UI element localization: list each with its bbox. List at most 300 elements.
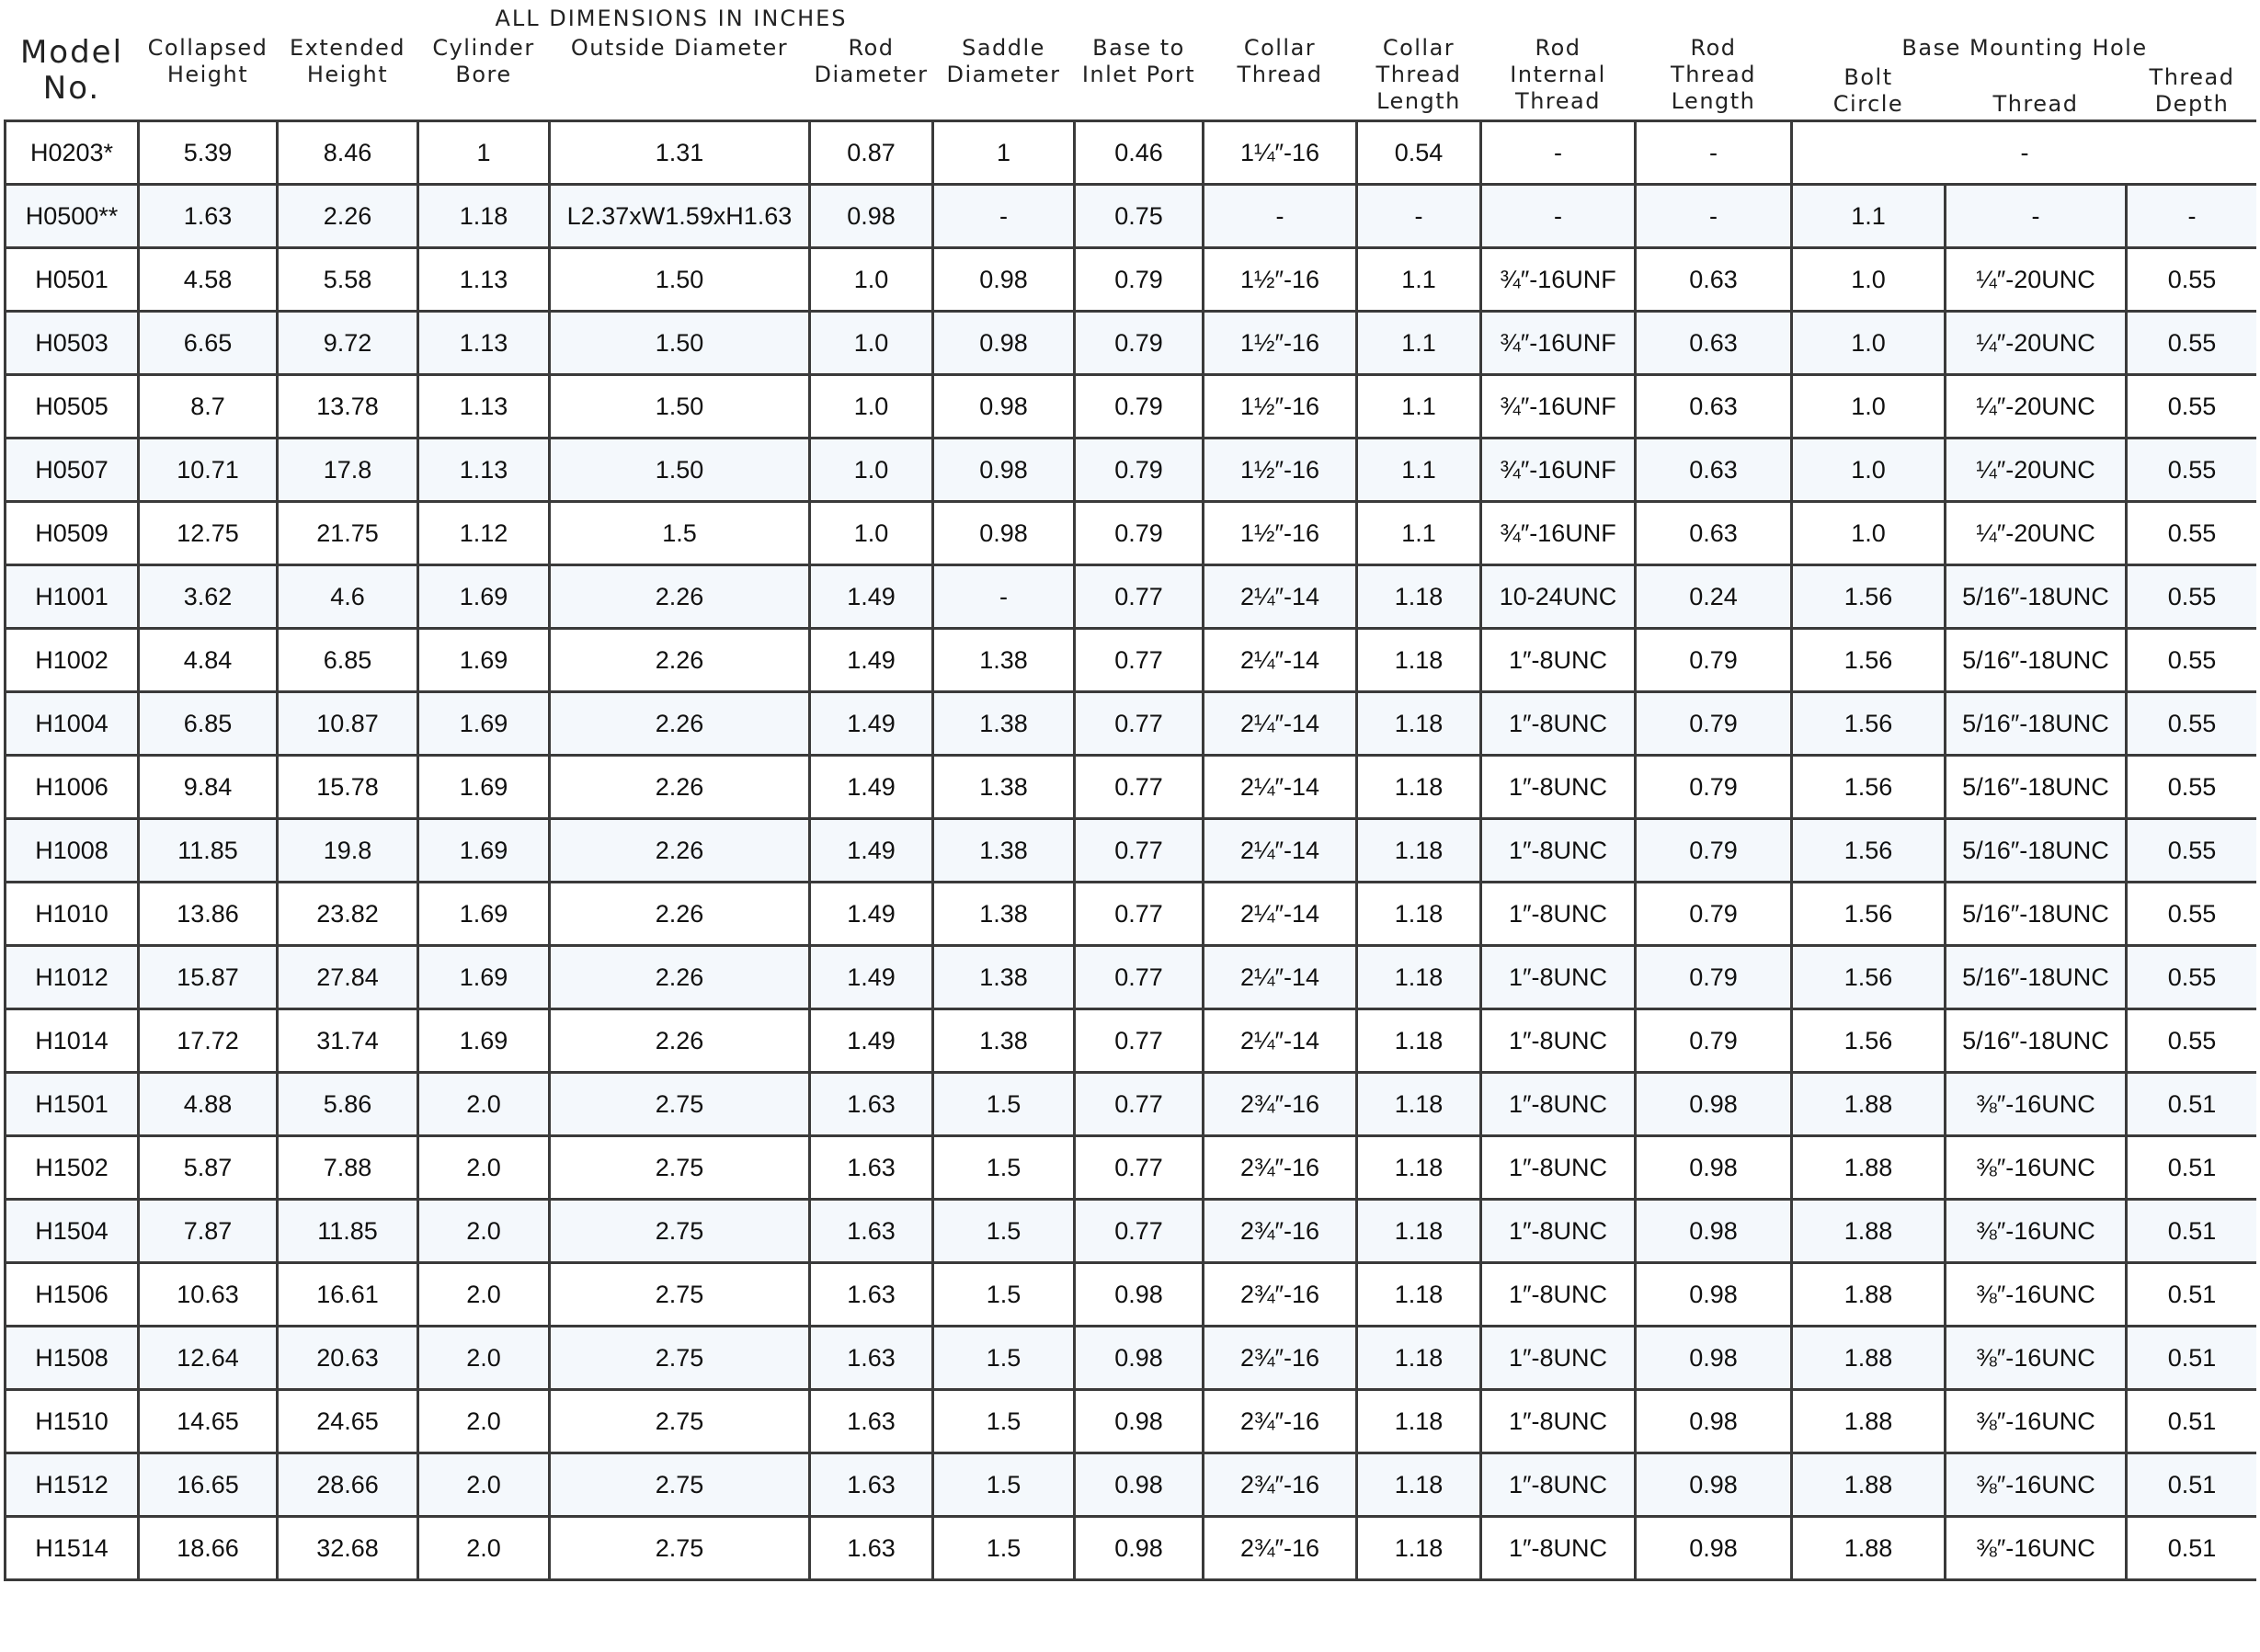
cell-base-to-inlet-port: 0.77 xyxy=(1075,565,1204,629)
cell-collar-thread-length: 1.18 xyxy=(1357,1453,1481,1517)
cell-mounting-thread: ⅜″-16UNC xyxy=(1946,1263,2127,1327)
cell-mounting-thread: ⅜″-16UNC xyxy=(1946,1200,2127,1263)
cell-model: H0505 xyxy=(6,375,139,439)
header-line: Height xyxy=(306,62,389,87)
cell-outside-diameter: 2.75 xyxy=(550,1136,810,1200)
cell-cylinder-bore: 1.18 xyxy=(418,185,550,248)
cell-extended-height: 6.85 xyxy=(278,629,418,692)
header-bolt-circle xyxy=(1792,64,1946,121)
cell-base-to-inlet-port: 0.75 xyxy=(1075,185,1204,248)
cell-collar-thread-length: 1.18 xyxy=(1357,1327,1481,1390)
cell-extended-height: 13.78 xyxy=(278,375,418,439)
cell-extended-height: 4.6 xyxy=(278,565,418,629)
cell-extended-height: 19.8 xyxy=(278,819,418,883)
cell-thread-depth: 0.55 xyxy=(2127,502,2257,565)
cell-saddle-diameter: 1.38 xyxy=(933,756,1075,819)
cell-rod-internal-thread: 1″-8UNC xyxy=(1481,1200,1636,1263)
cell-rod-internal-thread: 1″-8UNC xyxy=(1481,1263,1636,1327)
cell-rod-internal-thread: 1″-8UNC xyxy=(1481,1327,1636,1390)
header-thread-depth xyxy=(2127,64,2257,121)
cell-outside-diameter: 2.75 xyxy=(550,1073,810,1136)
cell-bolt-circle: 1.88 xyxy=(1792,1073,1946,1136)
cell-saddle-diameter: 1.5 xyxy=(933,1263,1075,1327)
cell-collar-thread-length: 1.1 xyxy=(1357,502,1481,565)
cell-rod-thread-length: 0.63 xyxy=(1636,312,1792,375)
cell-collar-thread-length: 1.18 xyxy=(1357,1390,1481,1453)
cell-bolt-circle: 1.0 xyxy=(1792,375,1946,439)
header-line: Saddle xyxy=(962,35,1045,61)
table-row xyxy=(6,502,2257,565)
cell-extended-height: 16.61 xyxy=(278,1263,418,1327)
table-row xyxy=(6,1073,2257,1136)
cell-model: H1514 xyxy=(6,1517,139,1580)
spec-sheet xyxy=(4,35,2256,1652)
cell-collar-thread-length: 1.18 xyxy=(1357,629,1481,692)
header-collapsed-height xyxy=(139,35,278,121)
cell-base-to-inlet-port: 0.79 xyxy=(1075,375,1204,439)
cell-rod-diameter: 1.63 xyxy=(810,1073,933,1136)
cell-model: H1501 xyxy=(6,1073,139,1136)
header-base-to-inlet-port xyxy=(1075,35,1204,121)
cell-bolt-circle: 1.56 xyxy=(1792,1009,1946,1073)
cell-rod-internal-thread: 1″-8UNC xyxy=(1481,1136,1636,1200)
cell-rod-internal-thread: - xyxy=(1481,121,1636,185)
cell-outside-diameter: 2.26 xyxy=(550,756,810,819)
header-line: Diameter xyxy=(946,62,1061,87)
header-base-mounting-hole: Base Mounting Hole xyxy=(1901,35,2148,61)
cell-base-to-inlet-port: 0.98 xyxy=(1075,1327,1204,1390)
header-line: No. xyxy=(42,70,101,107)
cell-rod-internal-thread: 1″-8UNC xyxy=(1481,946,1636,1009)
cell-saddle-diameter: 1.5 xyxy=(933,1136,1075,1200)
cell-thread-depth: 0.51 xyxy=(2127,1390,2257,1453)
cell-bolt-circle: 1.56 xyxy=(1792,692,1946,756)
cell-model: H0509 xyxy=(6,502,139,565)
cell-collar-thread: 2¼″-14 xyxy=(1204,883,1357,946)
cell-rod-internal-thread: 1″-8UNC xyxy=(1481,756,1636,819)
cell-collar-thread: 1½″-16 xyxy=(1204,439,1357,502)
cell-bolt-circle: 1.88 xyxy=(1792,1390,1946,1453)
cell-base-to-inlet-port: 0.77 xyxy=(1075,883,1204,946)
cell-thread-depth: 0.55 xyxy=(2127,439,2257,502)
cell-collar-thread-length: 0.54 xyxy=(1357,121,1481,185)
cell-collar-thread: 2¼″-14 xyxy=(1204,1009,1357,1073)
header-rod-thread-length xyxy=(1636,35,1792,121)
cell-cylinder-bore: 1.69 xyxy=(418,565,550,629)
cell-collar-thread: 2¾″-16 xyxy=(1204,1327,1357,1390)
cell-cylinder-bore: 2.0 xyxy=(418,1327,550,1390)
header-line: Length xyxy=(1376,88,1461,114)
cell-mounting-thread: 5/16″-18UNC xyxy=(1946,756,2127,819)
cell-saddle-diameter: 0.98 xyxy=(933,502,1075,565)
table-row xyxy=(6,439,2257,502)
cell-cylinder-bore: 2.0 xyxy=(418,1073,550,1136)
cell-outside-diameter: 1.50 xyxy=(550,312,810,375)
header-extended-height xyxy=(278,35,418,121)
cell-rod-diameter: 1.49 xyxy=(810,629,933,692)
cell-collar-thread-length: 1.18 xyxy=(1357,946,1481,1009)
cell-outside-diameter: 1.50 xyxy=(550,248,810,312)
cell-cylinder-bore: 2.0 xyxy=(418,1200,550,1263)
cell-rod-internal-thread: ¾″-16UNF xyxy=(1481,312,1636,375)
cell-rod-diameter: 1.49 xyxy=(810,1009,933,1073)
cell-outside-diameter: 2.26 xyxy=(550,819,810,883)
cell-bolt-circle: 1.56 xyxy=(1792,883,1946,946)
cell-bolt-circle: 1.88 xyxy=(1792,1517,1946,1580)
cell-cylinder-bore: 2.0 xyxy=(418,1263,550,1327)
cell-rod-thread-length: 0.98 xyxy=(1636,1136,1792,1200)
cell-base-to-inlet-port: 0.98 xyxy=(1075,1263,1204,1327)
table-row xyxy=(6,1009,2257,1073)
cell-collapsed-height: 6.85 xyxy=(139,692,278,756)
table-row xyxy=(6,1136,2257,1200)
cell-rod-internal-thread: 1″-8UNC xyxy=(1481,629,1636,692)
cell-rod-diameter: 1.49 xyxy=(810,565,933,629)
header-line: Depth xyxy=(2154,91,2230,117)
cell-model: H1512 xyxy=(6,1453,139,1517)
header-line: Collar xyxy=(1382,35,1455,61)
cell-rod-internal-thread: ¾″-16UNF xyxy=(1481,248,1636,312)
header-line: Thread xyxy=(1515,88,1601,114)
cell-model: H1504 xyxy=(6,1200,139,1263)
cell-base-to-inlet-port: 0.98 xyxy=(1075,1453,1204,1517)
cell-cylinder-bore: 1 xyxy=(418,121,550,185)
cell-base-mounting-hole: - xyxy=(1792,121,2257,185)
cell-outside-diameter: 1.31 xyxy=(550,121,810,185)
header-line: Thread xyxy=(1992,91,2079,117)
cell-saddle-diameter: 1.5 xyxy=(933,1390,1075,1453)
cell-rod-internal-thread: ¾″-16UNF xyxy=(1481,439,1636,502)
cell-rod-thread-length: 0.79 xyxy=(1636,883,1792,946)
cell-collapsed-height: 3.62 xyxy=(139,565,278,629)
cell-collar-thread: 2¾″-16 xyxy=(1204,1200,1357,1263)
cell-model: H0503 xyxy=(6,312,139,375)
cell-thread-depth: 0.55 xyxy=(2127,883,2257,946)
cell-thread-depth: 0.55 xyxy=(2127,375,2257,439)
cell-mounting-thread: 5/16″-18UNC xyxy=(1946,629,2127,692)
cell-collar-thread: 2¾″-16 xyxy=(1204,1136,1357,1200)
cell-collapsed-height: 14.65 xyxy=(139,1390,278,1453)
cell-rod-diameter: 1.49 xyxy=(810,946,933,1009)
cell-rod-diameter: 1.0 xyxy=(810,375,933,439)
cell-model: H1001 xyxy=(6,565,139,629)
cell-rod-thread-length: 0.63 xyxy=(1636,248,1792,312)
cell-mounting-thread: ⅜″-16UNC xyxy=(1946,1136,2127,1200)
cell-extended-height: 5.86 xyxy=(278,1073,418,1136)
cell-collapsed-height: 4.88 xyxy=(139,1073,278,1136)
cell-extended-height: 5.58 xyxy=(278,248,418,312)
cell-extended-height: 24.65 xyxy=(278,1390,418,1453)
cell-collar-thread-length: 1.18 xyxy=(1357,1009,1481,1073)
cell-rod-diameter: 1.49 xyxy=(810,756,933,819)
cell-base-to-inlet-port: 0.79 xyxy=(1075,248,1204,312)
cell-model: H1506 xyxy=(6,1263,139,1327)
cell-mounting-thread: 5/16″-18UNC xyxy=(1946,819,2127,883)
cell-base-to-inlet-port: 0.98 xyxy=(1075,1390,1204,1453)
cell-saddle-diameter: 0.98 xyxy=(933,375,1075,439)
cell-thread-depth: 0.51 xyxy=(2127,1200,2257,1263)
cell-collar-thread: 2¼″-14 xyxy=(1204,819,1357,883)
cell-bolt-circle: 1.0 xyxy=(1792,502,1946,565)
cell-cylinder-bore: 1.69 xyxy=(418,756,550,819)
cell-base-to-inlet-port: 0.77 xyxy=(1075,756,1204,819)
header-line: Internal xyxy=(1510,62,1606,87)
cell-extended-height: 9.72 xyxy=(278,312,418,375)
cell-thread-depth: 0.51 xyxy=(2127,1517,2257,1580)
cell-model: H1006 xyxy=(6,756,139,819)
cell-saddle-diameter: 1.5 xyxy=(933,1453,1075,1517)
cell-collar-thread: 2¼″-14 xyxy=(1204,629,1357,692)
cell-rod-internal-thread: ¾″-16UNF xyxy=(1481,502,1636,565)
header-line: Circle xyxy=(1832,91,1904,117)
cell-bolt-circle: 1.88 xyxy=(1792,1327,1946,1390)
cell-collapsed-height: 12.75 xyxy=(139,502,278,565)
cell-collar-thread-length: 1.1 xyxy=(1357,248,1481,312)
cell-rod-diameter: 1.63 xyxy=(810,1200,933,1263)
cell-rod-diameter: 1.49 xyxy=(810,819,933,883)
cell-bolt-circle: 1.56 xyxy=(1792,756,1946,819)
cell-cylinder-bore: 1.13 xyxy=(418,312,550,375)
cell-collar-thread-length: 1.18 xyxy=(1357,1200,1481,1263)
cell-cylinder-bore: 1.13 xyxy=(418,248,550,312)
cell-rod-diameter: 0.98 xyxy=(810,185,933,248)
cell-collapsed-height: 4.58 xyxy=(139,248,278,312)
cell-collapsed-height: 11.85 xyxy=(139,819,278,883)
table-row xyxy=(6,1200,2257,1263)
cell-saddle-diameter: 1.38 xyxy=(933,1009,1075,1073)
table-row xyxy=(6,1390,2257,1453)
header-line: Cylinder xyxy=(432,35,535,61)
table-body xyxy=(6,121,2257,1580)
cell-model: H0501 xyxy=(6,248,139,312)
cell-outside-diameter: 2.26 xyxy=(550,565,810,629)
header-line: Base to xyxy=(1092,35,1185,61)
cell-cylinder-bore: 1.69 xyxy=(418,692,550,756)
table-row xyxy=(6,185,2257,248)
cell-rod-diameter: 1.63 xyxy=(810,1327,933,1390)
cell-rod-thread-length: 0.98 xyxy=(1636,1263,1792,1327)
header-line: Collapsed xyxy=(147,35,268,61)
cell-model: H1012 xyxy=(6,946,139,1009)
cell-rod-internal-thread: 1″-8UNC xyxy=(1481,1517,1636,1580)
cell-thread-depth: 0.55 xyxy=(2127,248,2257,312)
cell-collapsed-height: 16.65 xyxy=(139,1453,278,1517)
header-line: Thread xyxy=(1671,62,1756,87)
cell-rod-internal-thread: 1″-8UNC xyxy=(1481,883,1636,946)
cell-rod-thread-length: 0.79 xyxy=(1636,629,1792,692)
cell-mounting-thread: ¼″-20UNC xyxy=(1946,248,2127,312)
cell-outside-diameter: 1.50 xyxy=(550,439,810,502)
cell-cylinder-bore: 2.0 xyxy=(418,1453,550,1517)
cell-saddle-diameter: 1.5 xyxy=(933,1327,1075,1390)
cell-rod-diameter: 1.0 xyxy=(810,439,933,502)
cell-model: H1510 xyxy=(6,1390,139,1453)
cell-mounting-thread: ⅜″-16UNC xyxy=(1946,1517,2127,1580)
header-line: Inlet Port xyxy=(1081,62,1196,87)
cell-mounting-thread: 5/16″-18UNC xyxy=(1946,946,2127,1009)
cell-cylinder-bore: 1.13 xyxy=(418,375,550,439)
cell-bolt-circle: 1.0 xyxy=(1792,248,1946,312)
cell-outside-diameter: 2.75 xyxy=(550,1453,810,1517)
cell-model: H1008 xyxy=(6,819,139,883)
cell-collar-thread-length: 1.1 xyxy=(1357,375,1481,439)
cell-collar-thread: 1½″-16 xyxy=(1204,248,1357,312)
cell-collar-thread: 2¼″-14 xyxy=(1204,692,1357,756)
cell-collar-thread: 2¾″-16 xyxy=(1204,1390,1357,1453)
cell-collar-thread-length: 1.18 xyxy=(1357,1263,1481,1327)
cell-extended-height: 23.82 xyxy=(278,883,418,946)
cell-base-to-inlet-port: 0.79 xyxy=(1075,312,1204,375)
cell-outside-diameter: 2.26 xyxy=(550,692,810,756)
cell-collar-thread: 2¾″-16 xyxy=(1204,1517,1357,1580)
cell-thread-depth: 0.51 xyxy=(2127,1073,2257,1136)
cell-collar-thread-length: 1.18 xyxy=(1357,565,1481,629)
cell-collapsed-height: 1.63 xyxy=(139,185,278,248)
cell-base-to-inlet-port: 0.79 xyxy=(1075,502,1204,565)
cell-thread-depth: - xyxy=(2127,185,2257,248)
cell-collapsed-height: 6.65 xyxy=(139,312,278,375)
cell-base-to-inlet-port: 0.46 xyxy=(1075,121,1204,185)
cell-rod-internal-thread: 1″-8UNC xyxy=(1481,1390,1636,1453)
cell-collar-thread-length: 1.18 xyxy=(1357,756,1481,819)
cell-saddle-diameter: 1.5 xyxy=(933,1073,1075,1136)
cell-outside-diameter: 1.5 xyxy=(550,502,810,565)
cell-rod-thread-length: 0.63 xyxy=(1636,375,1792,439)
cell-collapsed-height: 10.63 xyxy=(139,1263,278,1327)
cell-thread-depth: 0.55 xyxy=(2127,692,2257,756)
cell-cylinder-bore: 2.0 xyxy=(418,1390,550,1453)
cell-base-to-inlet-port: 0.98 xyxy=(1075,1517,1204,1580)
cell-model: H1004 xyxy=(6,692,139,756)
cell-base-to-inlet-port: 0.77 xyxy=(1075,692,1204,756)
table-row xyxy=(6,312,2257,375)
cell-saddle-diameter: - xyxy=(933,565,1075,629)
cell-collar-thread: 2¾″-16 xyxy=(1204,1453,1357,1517)
cell-thread-depth: 0.55 xyxy=(2127,1009,2257,1073)
cell-collapsed-height: 7.87 xyxy=(139,1200,278,1263)
cell-extended-height: 11.85 xyxy=(278,1200,418,1263)
cell-rod-thread-length: 0.98 xyxy=(1636,1327,1792,1390)
header-line: Length xyxy=(1671,88,1756,114)
header-line: Model xyxy=(19,35,124,71)
cell-thread-depth: 0.55 xyxy=(2127,629,2257,692)
header-line: Bore xyxy=(455,62,512,87)
header-line: Bolt xyxy=(1843,64,1893,90)
cell-outside-diameter: 2.26 xyxy=(550,1009,810,1073)
cell-thread-depth: 0.55 xyxy=(2127,756,2257,819)
cell-thread-depth: 0.51 xyxy=(2127,1327,2257,1390)
cell-cylinder-bore: 1.69 xyxy=(418,946,550,1009)
cell-rod-internal-thread: ¾″-16UNF xyxy=(1481,375,1636,439)
cell-rod-diameter: 1.63 xyxy=(810,1263,933,1327)
cell-extended-height: 10.87 xyxy=(278,692,418,756)
cell-mounting-thread: 5/16″-18UNC xyxy=(1946,1009,2127,1073)
cell-bolt-circle: 1.88 xyxy=(1792,1200,1946,1263)
cell-rod-thread-length: 0.63 xyxy=(1636,439,1792,502)
cell-model: H1010 xyxy=(6,883,139,946)
cell-rod-diameter: 1.63 xyxy=(810,1517,933,1580)
cell-saddle-diameter: 0.98 xyxy=(933,248,1075,312)
cell-rod-internal-thread: 1″-8UNC xyxy=(1481,692,1636,756)
cell-bolt-circle: 1.88 xyxy=(1792,1136,1946,1200)
header-collar-thread-length xyxy=(1357,35,1481,121)
cell-outside-diameter: 2.75 xyxy=(550,1263,810,1327)
cell-cylinder-bore: 1.12 xyxy=(418,502,550,565)
cell-extended-height: 17.8 xyxy=(278,439,418,502)
cell-extended-height: 15.78 xyxy=(278,756,418,819)
cell-collar-thread-length: 1.18 xyxy=(1357,1517,1481,1580)
cell-collar-thread: 2¾″-16 xyxy=(1204,1263,1357,1327)
cell-extended-height: 27.84 xyxy=(278,946,418,1009)
table-row xyxy=(6,819,2257,883)
cell-rod-thread-length: 0.98 xyxy=(1636,1517,1792,1580)
table-row xyxy=(6,756,2257,819)
cell-mounting-thread: 5/16″-18UNC xyxy=(1946,565,2127,629)
cell-rod-diameter: 1.0 xyxy=(810,248,933,312)
cell-bolt-circle: 1.56 xyxy=(1792,819,1946,883)
cell-thread-depth: 0.55 xyxy=(2127,565,2257,629)
cell-mounting-thread: 5/16″-18UNC xyxy=(1946,883,2127,946)
header-line: Height xyxy=(166,62,249,87)
cell-collapsed-height: 13.86 xyxy=(139,883,278,946)
cell-base-to-inlet-port: 0.77 xyxy=(1075,819,1204,883)
cell-cylinder-bore: 1.13 xyxy=(418,439,550,502)
header-line: Extended xyxy=(290,35,405,61)
table-row xyxy=(6,883,2257,946)
cell-cylinder-bore: 1.69 xyxy=(418,883,550,946)
header-line: Thread xyxy=(1237,62,1323,87)
header-line: Thread xyxy=(1375,62,1462,87)
cell-saddle-diameter: 1.5 xyxy=(933,1517,1075,1580)
cell-collapsed-height: 5.39 xyxy=(139,121,278,185)
cell-rod-diameter: 1.63 xyxy=(810,1390,933,1453)
cell-rod-thread-length: 0.79 xyxy=(1636,1009,1792,1073)
cell-base-to-inlet-port: 0.77 xyxy=(1075,1009,1204,1073)
cell-saddle-diameter: 1.38 xyxy=(933,629,1075,692)
cell-rod-thread-length: 0.79 xyxy=(1636,819,1792,883)
cell-rod-thread-length: 0.79 xyxy=(1636,692,1792,756)
table-row xyxy=(6,1453,2257,1517)
cell-collapsed-height: 17.72 xyxy=(139,1009,278,1073)
cell-saddle-diameter: 1 xyxy=(933,121,1075,185)
cell-collar-thread: 1½″-16 xyxy=(1204,502,1357,565)
header-rod-internal-thread xyxy=(1481,35,1636,121)
table-row xyxy=(6,248,2257,312)
cell-rod-internal-thread: - xyxy=(1481,185,1636,248)
cell-collapsed-height: 15.87 xyxy=(139,946,278,1009)
cell-bolt-circle: 1.56 xyxy=(1792,946,1946,1009)
header-rod-diameter xyxy=(810,35,933,121)
table-row xyxy=(6,1517,2257,1580)
cell-saddle-diameter: 1.5 xyxy=(933,1200,1075,1263)
cell-cylinder-bore: 2.0 xyxy=(418,1517,550,1580)
cell-rod-internal-thread: 1″-8UNC xyxy=(1481,1009,1636,1073)
cell-bolt-circle: 1.1 xyxy=(1792,185,1946,248)
cell-rod-diameter: 1.0 xyxy=(810,312,933,375)
cell-collar-thread: 1½″-16 xyxy=(1204,312,1357,375)
cell-collapsed-height: 5.87 xyxy=(139,1136,278,1200)
cell-rod-internal-thread: 1″-8UNC xyxy=(1481,819,1636,883)
cell-collar-thread-length: 1.1 xyxy=(1357,312,1481,375)
cell-outside-diameter: 2.26 xyxy=(550,883,810,946)
cell-outside-diameter: L2.37xW1.59xH1.63 xyxy=(550,185,810,248)
cell-collar-thread-length: 1.18 xyxy=(1357,1073,1481,1136)
cell-rod-thread-length: - xyxy=(1636,121,1792,185)
cell-rod-diameter: 1.63 xyxy=(810,1136,933,1200)
cell-cylinder-bore: 2.0 xyxy=(418,1136,550,1200)
cell-rod-thread-length: 0.79 xyxy=(1636,946,1792,1009)
cell-rod-diameter: 0.87 xyxy=(810,121,933,185)
